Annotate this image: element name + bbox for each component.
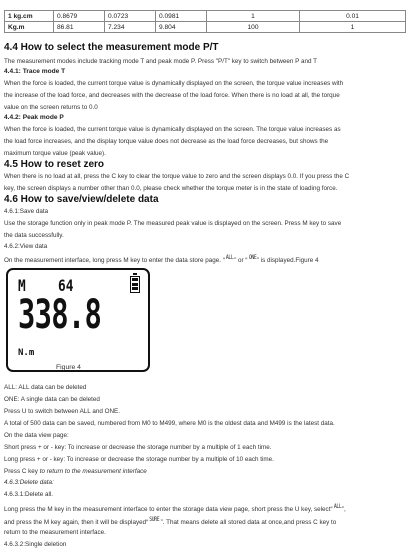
subheading-single-deletion: 4.6.3.2:Single deletion — [4, 541, 67, 548]
text-fragment: On the measurement interface, long press M key to enter the data store page. “ — [4, 257, 225, 265]
paragraph-line: return to the measurement interface. — [4, 529, 106, 536]
subheading-trace-mode: 4.4.1: Trace mode T — [4, 68, 66, 75]
unit-conversion-table — [4, 10, 406, 33]
text-fragment: ”. That means delete all stored data at once,and press C key to — [160, 519, 337, 527]
paragraph-line: value on the screen returns to 0.0 — [4, 104, 98, 111]
table-cell: 1 — [207, 11, 300, 22]
paragraph-line: the increase of the load force, and decreases with the decrease of the load force. When there is no load at all, the torque — [4, 92, 340, 99]
paragraph-line: ALL: ALL data can be deleted — [4, 384, 87, 391]
text-fragment: Long press the M key in the measurement interface to enter the storage data view page, short press the U key, select“ — [4, 506, 333, 514]
paragraph-line: When the force is loaded, the current torque value is dynamically displayed on the screen, the torque value increases with — [4, 80, 344, 87]
subheading-view-data: 4.6.2:View data — [4, 243, 48, 250]
table-cell: 1 — [300, 22, 406, 33]
battery-icon — [130, 276, 140, 293]
section-heading-4-5: 4.5 How to reset zero — [4, 159, 105, 170]
paragraph-line-press-c — [4, 468, 147, 475]
table-cell: 0.8679 — [54, 11, 105, 22]
table-cell: 9.804 — [156, 22, 207, 33]
subheading-save-data: 4.6.1:Save data — [4, 208, 49, 215]
lcd-glyph-one: ONE — [248, 254, 256, 261]
table-row — [5, 11, 406, 22]
paragraph-line: Press U to switch between ALL and ONE. — [4, 408, 120, 415]
lcd-storage-index: 64 — [58, 276, 74, 295]
paragraph-line: Use the storage function only in peak mode P. The measured peak value is displayed on the screen. Press M key to save — [4, 220, 342, 227]
paragraph: The measurement modes include tracking mode T and peak mode P. Press "P/T" key to switch between P and T — [4, 58, 317, 65]
paragraph-line: Short press + or - key: To increase or decrease the storage number by a multiple of 1 each time. — [4, 444, 272, 451]
table-cell: 100 — [207, 22, 300, 33]
table-cell: 0.01 — [300, 11, 406, 22]
paragraph-line-view — [4, 254, 318, 264]
lcd-unit: N.m — [18, 348, 35, 358]
table-cell: 86.81 — [54, 22, 105, 33]
paragraph-line: key, the screen displays a number other than 0.0, please check whether the torque meter is in the state of loading force. — [4, 185, 338, 192]
subheading-delete-data: 4.6.3:Delete data: — [4, 479, 54, 486]
figure-caption: Figure 4 — [56, 364, 81, 371]
section-heading-4-6: 4.6 How to save/view/delete data — [4, 194, 159, 205]
paragraph-line: A total of 500 data can be saved, numbered from M0 to M499, where M0 is the oldest data and M499 is the latest data. — [4, 420, 335, 427]
paragraph-line: the load force increases, and the display torque value does not decrease as the load force decreases, but shows the — [4, 138, 329, 145]
table-row — [5, 22, 406, 33]
lcd-glyph-all: ALL — [333, 503, 341, 510]
table-cell: 7.234 — [105, 22, 156, 33]
lcd-torque-value: 338.8 — [18, 292, 102, 338]
text-fragment: and press the M key again, then it will be displayed“ — [4, 519, 149, 527]
section-heading-4-4: 4.4 How to select the measurement mode P/T — [4, 42, 219, 53]
paragraph-line: maximum torque value (peak value). — [4, 150, 106, 157]
text-fragment: to return to the measurement interface — [39, 468, 147, 475]
lcd-glyph-sure: SURE — [149, 516, 160, 523]
table-cell: Kg.m — [5, 22, 54, 33]
text-fragment: ”, — [341, 506, 346, 514]
paragraph-line: Long press + or - key: To increase or decrease the storage number by a multiple of 10 each time. — [4, 456, 274, 463]
paragraph-line: On the data view page: — [4, 432, 69, 439]
paragraph-line-delete-2 — [4, 516, 336, 526]
paragraph-line-delete-1 — [4, 503, 346, 513]
paragraph-line: When the force is loaded, the current torque value is dynamically displayed on the screen. The torque value increases as — [4, 126, 341, 133]
paragraph-line: the data successfully. — [4, 232, 64, 239]
lcd-display-figure — [6, 268, 150, 372]
paragraph-line: ONE: A single data can be deleted — [4, 396, 100, 403]
lcd-glyph-all: ALL — [225, 254, 234, 261]
text-fragment: ” is displayed.Figure 4 — [256, 257, 319, 265]
lcd-mode-indicator: M — [18, 276, 26, 295]
subheading-delete-all: 4.6.3.1:Delete all. — [4, 491, 54, 498]
table-cell: 0.0981 — [156, 11, 207, 22]
table-cell: 0.0723 — [105, 11, 156, 22]
text-fragment: ” or “ — [234, 257, 248, 265]
table-cell: 1 kg.cm — [5, 11, 54, 22]
subheading-peak-mode: 4.4.2: Peak mode P — [4, 114, 64, 121]
text-fragment: Press C key — [4, 468, 40, 475]
paragraph-line: When there is no load at all, press the C key to clear the torque value to zero and the screen displays 0.0. If you press the C — [4, 173, 350, 180]
